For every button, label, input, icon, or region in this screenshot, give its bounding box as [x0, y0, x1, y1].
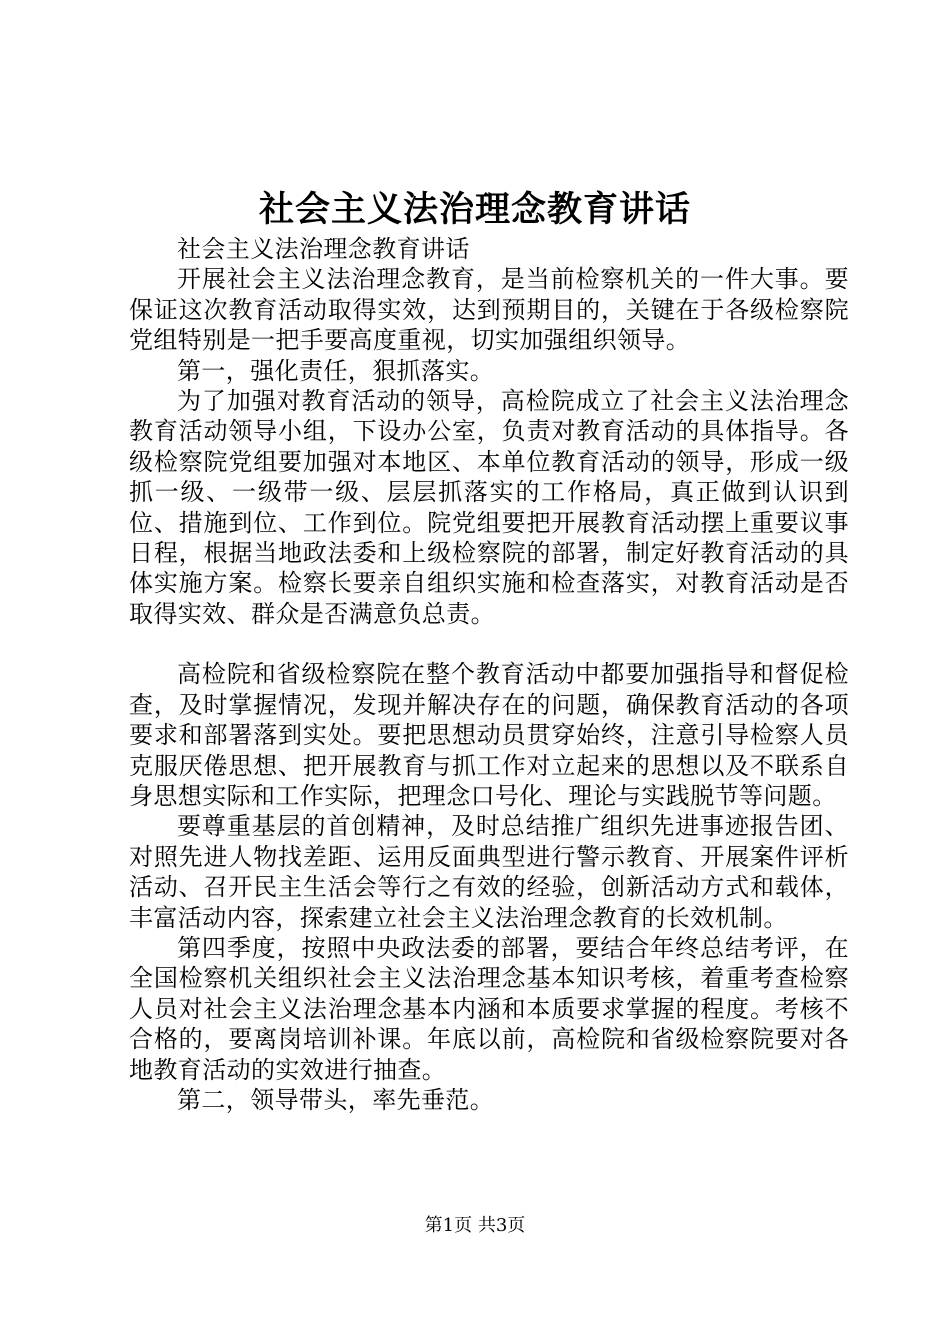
- paragraph-section-two-heading: 第二，领导带头，率先垂范。: [177, 1085, 495, 1114]
- paragraph-intro: 开展社会主义法治理念教育，是当前检察机关的一件大事。要保证这次教育活动取得实效，达到预期目的，关键在于各级检察院党组特别是一把手要高度重视，切实加强组织领导。: [129, 265, 849, 355]
- document-body: [129, 234, 849, 1115]
- page-number-footer: 第1页 共3页: [424, 1215, 526, 1236]
- paragraph-heading-repeat: 社会主义法治理念教育讲话: [177, 235, 470, 263]
- paragraph-leadership: 为了加强对教育活动的领导，高检院成立了社会主义法治理念教育活动领导小组，下设办公室，负责对教育活动的具体指导。各级检察院党组要加强对本地区、本单位教育活动的领导，形成一级抓一级、一级带一级、层层抓落实的工作格局，真正做到认识到位、措施到位、工作到位。院党组要把开展教育活动摆上重要议事日程，根据当地政法委和上级检察院的部署，制定好教育活动的具体实施方案。检察长要亲自组织实施和检查落实，对教育活动是否取得实效、群众是否满意负总责。: [129, 387, 849, 628]
- paragraph-supervision: 高检院和省级检察院在整个教育活动中都要加强指导和督促检查，及时掌握情况，发现并解决存在的问题，确保教育活动的各项要求和部署落到实处。要把思想动员贯穿始终，注意引导检察人员克服厌倦思想、把开展教育与抓工作对立起来的思想以及不联系自身思想实际和工作实际，把理念口号化、理论与实践脱节等问题。: [129, 660, 849, 810]
- paragraph-fourth-quarter: 第四季度，按照中央政法委的部署，要结合年终总结考评，在全国检察机关组织社会主义法治理念基本知识考核，着重考查检察人员对社会主义法治理念基本内涵和本质要求掌握的程度。考核不合格的，要离岗培训补课。年底以前，高检院和省级检察院要对各地教育活动的实效进行抽查。: [129, 933, 849, 1084]
- paragraph-section-one-heading: 第一，强化责任，狠抓落实。: [177, 356, 495, 385]
- paragraph-grassroots: 要尊重基层的首创精神，及时总结推广组织先进事迹报告团、对照先进人物找差距、运用反面典型进行警示教育、开展案件评析活动、召开民主生活会等行之有效的经验，创新活动方式和载体，丰富活动内容，探索建立社会主义法治理念教育的长效机制。: [129, 812, 849, 932]
- document-title: 社会主义法治理念教育讲话: [258, 189, 691, 230]
